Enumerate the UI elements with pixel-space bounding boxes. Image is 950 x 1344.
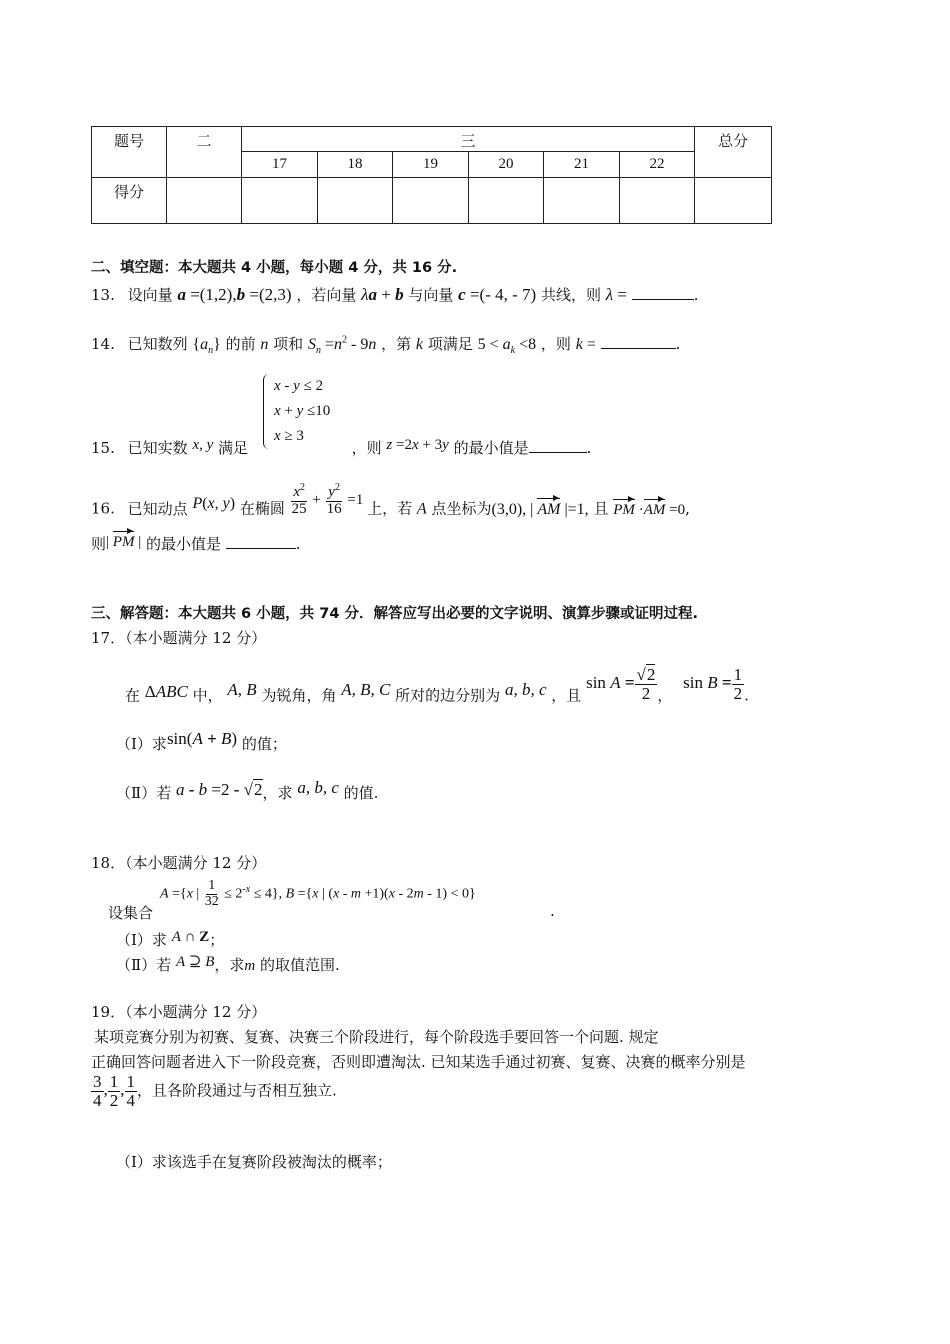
q18-set-definition: A ={x | $\frac{1}{32}$ ≤ $2^{-x} \le 4$}, B ={x | (x - m +1)(x - 2m - 1) < 0}	[160, 878, 476, 909]
question-14: 14. 已知数列 $\{a_n\}$ 的前 n 项和 $S_n =n^2 - 9n$ ，第 k 项满足 $5 < a_k <8$ ，则 k = .	[91, 334, 681, 357]
q19-line-2: 正确回答问题者进入下一阶段竞赛，否则即遭淘汰. 已知某选手通过初赛、复赛、决赛的概率分别是	[91, 1053, 746, 1071]
question-21: 21	[544, 152, 620, 178]
q17-title: 17．（本小题满分 12 分）	[91, 629, 267, 647]
q19-probabilities: $\frac{3}{4}$ , $\frac{1}{2}$ , $\frac{1}{4}$	[93, 1072, 135, 1110]
q16-point-p: P(x, y)	[192, 494, 236, 512]
q13-answer-blank[interactable]	[632, 285, 694, 300]
q18-set-label: 设集合	[108, 904, 154, 922]
q19-line-3: $\frac{3}{4}$ , $\frac{1}{2}$ , $\frac{1}{4}$ ，且各阶段通过与否相互独立.	[93, 1072, 337, 1110]
q16-number: 16.	[91, 499, 115, 518]
q18-period: .	[550, 902, 555, 920]
score-cell	[393, 178, 469, 224]
q18-title: 18．（本小题满分 12 分）	[91, 854, 267, 872]
question-16: 16. 已知动点 P(x, y) 在椭圆 $\frac{x^2}{25}$ + $\frac{y^2}{16}$ =1 上，若 A 点坐标为(3,0), | AM |=1, 且 PM ·AM =0,	[91, 482, 690, 518]
q13-lambda-expr: λa + b	[361, 285, 404, 304]
q17-part-1: （Ⅰ）求sin(A + B) 的值；	[116, 729, 287, 753]
score-cell	[544, 178, 620, 224]
score-cell	[620, 178, 695, 224]
score-cell	[318, 178, 393, 224]
header-question-number: 题号	[92, 127, 167, 178]
question-20: 20	[469, 152, 544, 178]
header-section-3: 三	[242, 127, 695, 152]
q16-ellipse-equation: $\frac{x^2}{25}$ + $\frac{y^2}{16}$ =1	[291, 482, 368, 517]
q14-answer-blank[interactable]	[601, 334, 676, 349]
q18-part-2: （Ⅱ）若 A ⊇ B，求m 的取值范围.	[116, 954, 340, 974]
question-15: 15. 已知实数 x, y 满足 ，则 z =2x + 3y 的最小值是 .	[91, 437, 592, 457]
score-cell	[469, 178, 544, 224]
score-cell	[242, 178, 318, 224]
q16-am-condition: (3,0), | AM |=1,	[491, 500, 589, 518]
question-16-line2: 则| PM | 的最小值是 .	[91, 534, 301, 553]
q19-title: 19．（本小题满分 12 分）	[91, 1003, 267, 1021]
q15-answer-blank[interactable]	[529, 438, 587, 453]
q13-vector-c: c =(- 4, - 7)	[458, 285, 537, 304]
q19-part-1: （I）求该选手在复赛阶段被淘汰的概率；	[116, 1153, 392, 1171]
q18-part-1: （Ⅰ）求 A ∩ Z；	[116, 929, 225, 949]
header-section-2: 二	[167, 127, 242, 178]
score-table	[91, 126, 772, 224]
q14-sequence: $\{a_n\}$	[192, 336, 221, 357]
q15-number: 15.	[91, 439, 115, 457]
question-22: 22	[620, 152, 695, 178]
q14-sum-formula: $S_n =n^2 - 9n$	[307, 334, 377, 357]
q16-answer-blank[interactable]	[226, 534, 296, 549]
score-cell	[695, 178, 772, 224]
q15-constraint-system: x - y ≤ 2 x + y ≤10 x ≥ 3	[263, 374, 330, 449]
q15-objective: z =2x + 3y	[386, 437, 449, 453]
q14-inequality: $5 < a_k <8$	[477, 336, 537, 357]
q17-part-2: （Ⅱ）若 a - b =2 - √2，求 a, b, c 的值.	[116, 778, 379, 802]
q17-statement: 在 ΔABC 中， A, B 为锐角，角 A, B, C 所对的边分别为 a, b, c ，且 sin A = $\frac{√2}{2}$ ， sin B = $\frac{1}{2}$ .	[125, 665, 749, 705]
q19-line-1: 某项竞赛分别为初赛、复赛、决赛三个阶段进行，每个阶段选手要回答一个问题. 规定	[94, 1028, 659, 1046]
header-total: 总分	[695, 127, 772, 178]
question-19: 19	[393, 152, 469, 178]
q13-vectors-ab: a =(1,2),b =(2,3)	[177, 285, 292, 304]
score-row-label: 得分	[92, 178, 167, 224]
section-2-heading: 二、填空题：本大题共 4 小题，每小题 4 分，共 16 分.	[91, 260, 458, 276]
section-3-heading: 三、解答题：本大题共 6 小题，共 74 分．解答应写出必要的文字说明、演算步骤或证明过程.	[91, 606, 698, 622]
question-13: 13. 设向量 a =(1,2),b =(2,3) ，若向量 λa + b 与向量 c =(- 4, - 7) 共线，则 λ = .	[91, 285, 699, 304]
q14-number: 14.	[91, 335, 115, 353]
question-18: 18	[318, 152, 393, 178]
q17-sin-b: sin B = $\frac{1}{2}$	[683, 665, 743, 703]
q17-sin-a: sin A = $\frac{√2}{2}$	[586, 665, 656, 703]
q16-dot-product: PM ·AM =0	[613, 501, 686, 518]
question-17: 17	[242, 152, 318, 178]
score-cell	[167, 178, 242, 224]
q13-number: 13.	[91, 286, 115, 304]
